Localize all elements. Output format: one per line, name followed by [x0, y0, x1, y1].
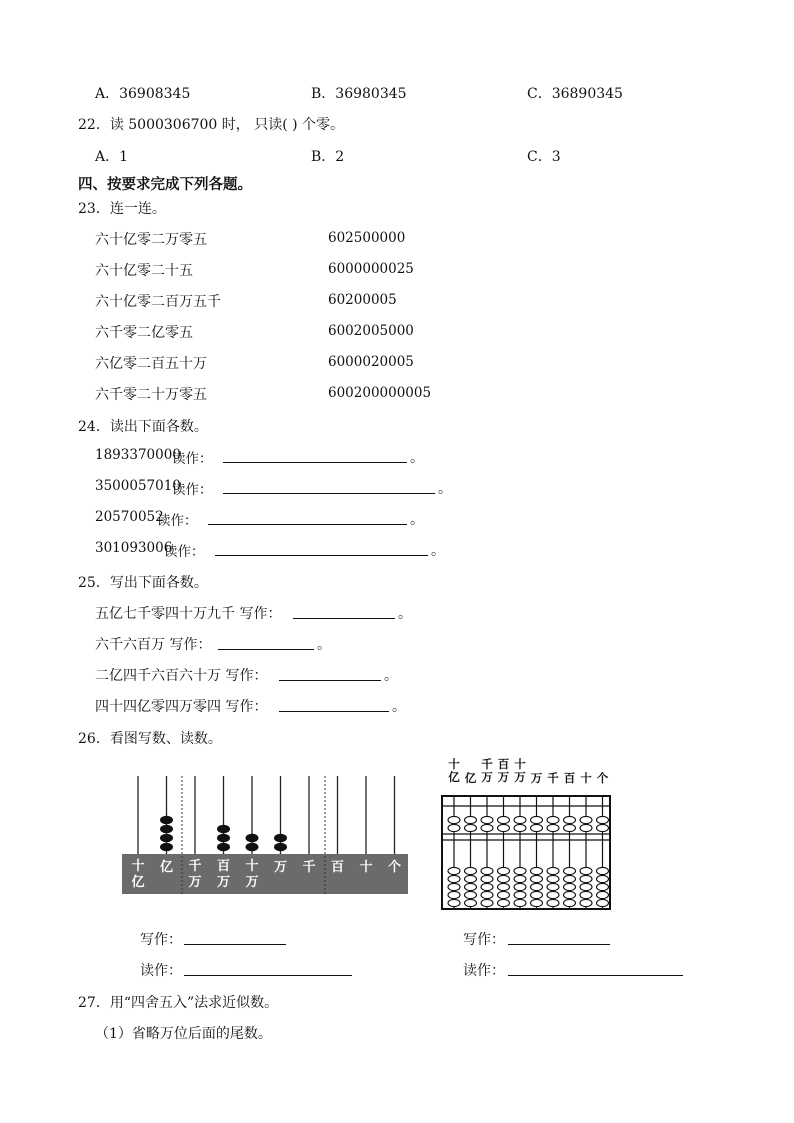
- answer-blank[interactable]: [223, 448, 407, 463]
- bead: [448, 899, 460, 906]
- q24-read-label: 读作：: [172, 482, 213, 498]
- bead: [564, 867, 576, 874]
- q24-number: 1893370000: [95, 447, 181, 463]
- q27-sub1: （1）省略万位后面的尾数。: [95, 1026, 272, 1042]
- bead: [465, 867, 477, 874]
- bead: [531, 867, 543, 874]
- bead: [580, 867, 592, 874]
- place-label: 万: [497, 770, 510, 784]
- section-title: 四、按要求完成下列各题。: [78, 177, 252, 193]
- bead: [217, 834, 230, 843]
- q21-option-a: A．36908345: [95, 86, 191, 102]
- bead: [448, 867, 460, 874]
- bead: [547, 867, 559, 874]
- bead: [597, 899, 609, 906]
- q24-number: 20570052: [95, 509, 164, 525]
- q23-left-item: 六千零二亿零五: [95, 325, 193, 341]
- bead: [465, 824, 477, 831]
- q22-option-b: B．2: [311, 149, 345, 165]
- bead: [580, 824, 592, 831]
- bead: [547, 899, 559, 906]
- bead: [514, 867, 526, 874]
- q23-title: 23．连一连。: [78, 201, 166, 217]
- bead: [547, 816, 559, 823]
- bead: [465, 816, 477, 823]
- abacus-frame: [442, 757, 610, 909]
- bead: [274, 843, 287, 852]
- q24-read-label: 读作：: [172, 451, 213, 467]
- q23-right-item: 60200005: [328, 292, 397, 308]
- bead: [217, 843, 230, 852]
- bead: [465, 899, 477, 906]
- place-label: 千: [547, 771, 559, 785]
- bead: [481, 816, 493, 823]
- bead: [160, 825, 173, 834]
- q24-number: 3500057010: [95, 478, 181, 494]
- bead: [465, 891, 477, 898]
- q23-right-item: 6002005000: [328, 323, 414, 339]
- q24-title: 24．读出下面各数。: [78, 419, 208, 435]
- answer-blank[interactable]: [223, 479, 435, 494]
- bead: [514, 899, 526, 906]
- counting-frame-figure: [120, 770, 410, 896]
- bead: [564, 875, 576, 882]
- place-label: 百: [330, 860, 345, 875]
- bead: [531, 816, 543, 823]
- place-label: 千: [481, 757, 493, 771]
- bead: [580, 891, 592, 898]
- bead: [246, 834, 259, 843]
- bead: [547, 891, 559, 898]
- answer-blank[interactable]: [208, 510, 407, 525]
- q25-item: 六千六百万 写作：: [95, 637, 212, 653]
- answer-blank[interactable]: [293, 604, 395, 619]
- place-label: 个: [596, 771, 609, 785]
- place-label: 亿: [464, 771, 477, 785]
- bead: [448, 816, 460, 823]
- bead: [597, 883, 609, 890]
- bead: [448, 875, 460, 882]
- bead: [160, 834, 173, 843]
- bead: [514, 883, 526, 890]
- period: 。: [410, 512, 424, 528]
- bead: [498, 875, 510, 882]
- bead: [217, 825, 230, 834]
- bead: [465, 883, 477, 890]
- place-label: 万: [188, 875, 202, 890]
- place-label: 十: [580, 771, 592, 785]
- answer-blank[interactable]: [184, 961, 352, 976]
- q25-item: 四十四亿零四万零四 写作：: [95, 699, 268, 715]
- period: 。: [317, 637, 331, 653]
- bead: [564, 883, 576, 890]
- place-label: 十: [131, 859, 145, 874]
- bead: [481, 824, 493, 831]
- place-label: 千: [188, 859, 202, 874]
- bead: [498, 824, 510, 831]
- bead: [597, 891, 609, 898]
- q22-stem: 22．读 5000306700 时， 只读( ) 个零。: [78, 117, 345, 133]
- q26-write-label-2: 写作：: [463, 932, 505, 948]
- q26-title: 26．看图写数、读数。: [78, 731, 222, 747]
- counting-frame-rods: [122, 776, 408, 894]
- place-label: 个: [387, 860, 402, 875]
- bead: [481, 867, 493, 874]
- bead: [531, 883, 543, 890]
- period: 。: [384, 668, 398, 684]
- period: 。: [392, 699, 406, 715]
- q25-item: 五亿七千零四十万九千 写作：: [95, 606, 282, 622]
- answer-blank[interactable]: [279, 666, 381, 681]
- q26-read-label-1: 读作：: [140, 963, 182, 979]
- answer-blank[interactable]: [279, 697, 389, 712]
- bead: [547, 875, 559, 882]
- place-label: 万: [245, 875, 259, 890]
- answer-blank[interactable]: [215, 541, 428, 556]
- place-label: 十: [245, 859, 259, 874]
- q23-left-item: 六十亿零二百万五千: [95, 294, 221, 310]
- q23-right-item: 600200000005: [328, 385, 432, 401]
- q21-option-b: B．36980345: [311, 86, 407, 102]
- q25-item: 二亿四千六百六十万 写作：: [95, 668, 268, 684]
- bead: [547, 824, 559, 831]
- q23-left-item: 六亿零二百五十万: [95, 356, 207, 372]
- place-label: 万: [530, 771, 543, 785]
- q26-read-label-2: 读作：: [463, 963, 505, 979]
- bead: [498, 816, 510, 823]
- bead: [597, 816, 609, 823]
- q22-option-c: C．3: [527, 149, 561, 165]
- place-label: 亿: [131, 875, 145, 890]
- bead: [597, 824, 609, 831]
- bead: [580, 816, 592, 823]
- abacus-figure: [438, 756, 614, 914]
- bead: [597, 875, 609, 882]
- place-label: 万: [273, 860, 288, 875]
- bead: [246, 843, 259, 852]
- q23-right-item: 6000000025: [328, 261, 414, 277]
- bead: [564, 891, 576, 898]
- q23-right-item: 6000020005: [328, 354, 414, 370]
- q25-title: 25．写出下面各数。: [78, 575, 208, 591]
- bead: [160, 816, 173, 825]
- bead: [580, 899, 592, 906]
- q23-left-item: 六千零二十万零五: [95, 387, 207, 403]
- place-label: 百: [497, 757, 510, 771]
- period: 。: [398, 606, 412, 622]
- answer-blank[interactable]: [508, 930, 610, 945]
- place-label: 百: [216, 859, 231, 874]
- bead: [547, 883, 559, 890]
- place-label: 亿: [159, 860, 174, 875]
- bead: [448, 883, 460, 890]
- bead: [580, 875, 592, 882]
- place-label: 万: [514, 770, 526, 784]
- bead: [531, 899, 543, 906]
- q23-left-item: 六十亿零二十五: [95, 263, 193, 279]
- place-label: 万: [481, 770, 493, 784]
- answer-blank[interactable]: [184, 930, 286, 945]
- bead: [531, 875, 543, 882]
- bead: [580, 883, 592, 890]
- bead: [498, 867, 510, 874]
- place-label: 千: [302, 860, 316, 875]
- q24-read-label: 读作：: [157, 513, 198, 529]
- place-label: 十: [448, 757, 460, 771]
- bead: [514, 875, 526, 882]
- q27-title: 27．用“四舍五入”法求近似数。: [78, 995, 279, 1011]
- bead: [514, 824, 526, 831]
- place-label: 百: [563, 771, 576, 785]
- answer-blank[interactable]: [218, 635, 314, 650]
- bead: [564, 824, 576, 831]
- bead: [498, 883, 510, 890]
- bead: [481, 875, 493, 882]
- bead: [564, 899, 576, 906]
- bead: [514, 816, 526, 823]
- bead: [448, 891, 460, 898]
- q23-left-item: 六十亿零二万零五: [95, 232, 207, 248]
- bead: [448, 824, 460, 831]
- bead: [564, 816, 576, 823]
- bead: [481, 883, 493, 890]
- bead: [597, 867, 609, 874]
- place-label: 十: [514, 757, 526, 771]
- bead: [498, 899, 510, 906]
- bead: [465, 875, 477, 882]
- q24-number: 301093006: [95, 540, 173, 556]
- q21-option-c: C．36890345: [527, 86, 623, 102]
- period: 。: [431, 543, 445, 559]
- q26-write-label-1: 写作：: [140, 932, 182, 948]
- bead: [498, 891, 510, 898]
- q23-right-item: 602500000: [328, 230, 406, 246]
- bead: [514, 891, 526, 898]
- place-label: 十: [359, 860, 373, 875]
- bead: [274, 834, 287, 843]
- bead: [160, 843, 173, 852]
- bead: [481, 891, 493, 898]
- bead: [531, 824, 543, 831]
- place-label: 万: [216, 875, 231, 890]
- q22-option-a: A．1: [95, 149, 129, 165]
- q24-read-label: 读作：: [164, 544, 205, 560]
- bead: [531, 891, 543, 898]
- answer-blank[interactable]: [508, 961, 683, 976]
- place-label: 亿: [448, 770, 460, 784]
- bead: [481, 899, 493, 906]
- period: 。: [410, 450, 424, 466]
- period: 。: [438, 481, 452, 497]
